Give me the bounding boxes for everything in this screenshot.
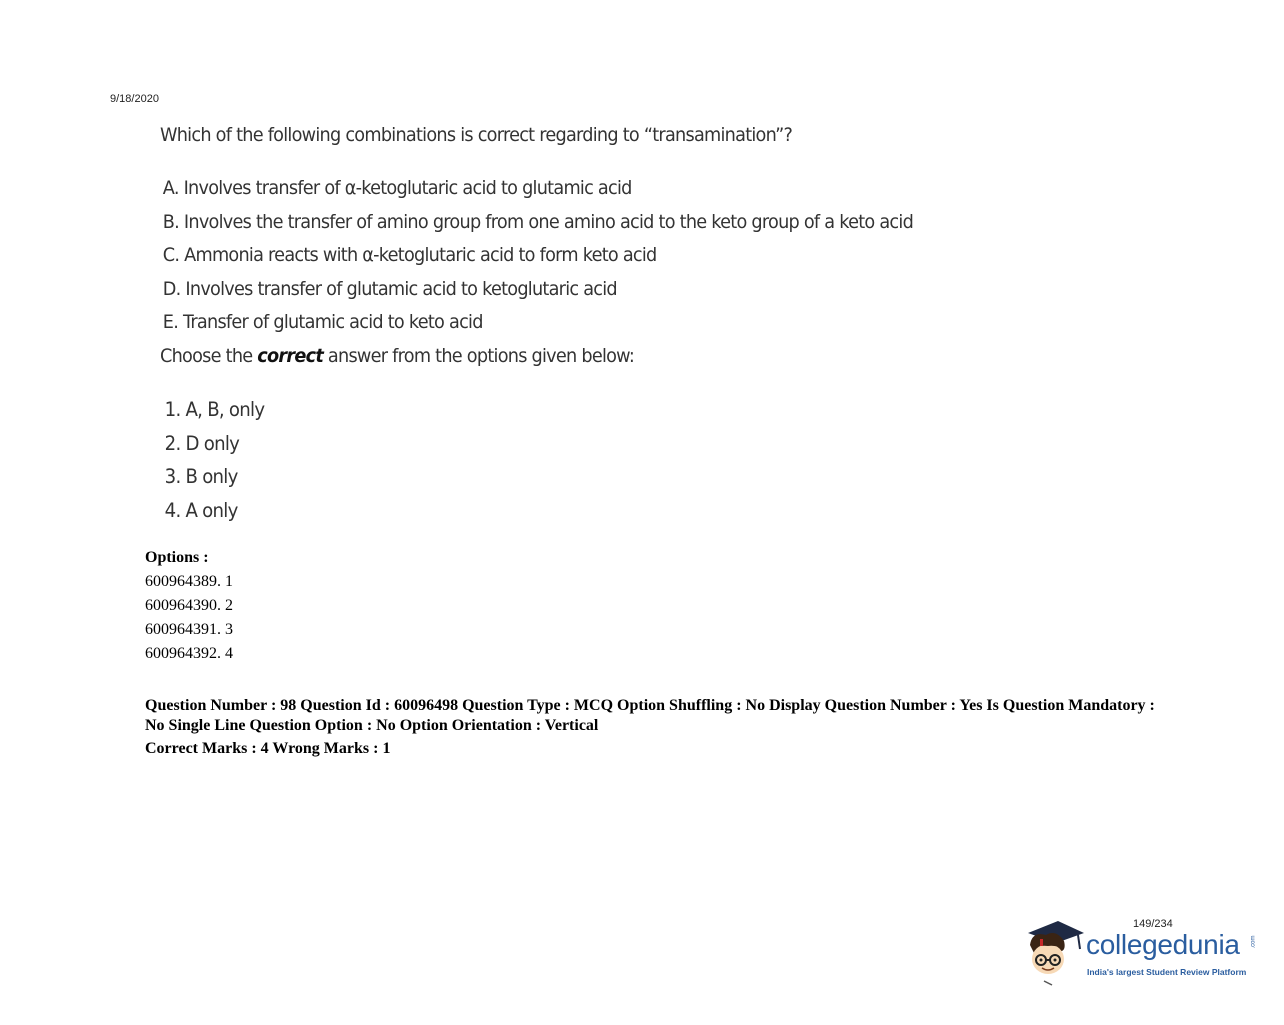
brand-com: .com <box>1250 935 1257 949</box>
question-image <box>160 118 914 527</box>
option-item: 600964391. 3 <box>145 621 233 638</box>
marks-line: Correct Marks : 4 Wrong Marks : 1 <box>145 740 391 757</box>
brand-tagline: India's largest Student Review Platform <box>1087 967 1247 977</box>
options-block <box>145 546 233 666</box>
question-text: Which of the following combinations is correct regarding to “transamination”? <box>160 124 793 146</box>
choose-prefix: Choose the <box>160 344 258 367</box>
options-title: Options : <box>145 549 209 566</box>
page-number: 149/234 <box>1133 918 1173 930</box>
answer-list <box>160 393 880 527</box>
page-date: 9/18/2020 <box>110 93 159 105</box>
answer-4: 4. A only <box>164 498 238 522</box>
statement-c: C. Ammonia reacts with α-ketoglutaric acid to form keto acid <box>162 244 657 266</box>
statement-b: B. Involves the transfer of amino group from one amino acid to the keto group of a keto acid <box>162 210 914 233</box>
choose-instruction <box>160 340 830 374</box>
question-meta <box>145 696 1155 759</box>
answer-1: 1. A, B, only <box>164 398 265 421</box>
meta-line: Question Number : 98 Question Id : 60096498 Question Type : MCQ Option Shuffling : No Display Question Number : Yes Is Question Mandatory : No Single Line Question Option : No Option Orientation : Vertical <box>145 697 1155 734</box>
choose-bold: correct <box>257 344 324 367</box>
answer-2: 2. D only <box>164 431 240 455</box>
brand-name: collegedunia <box>1086 929 1240 960</box>
choose-suffix: answer from the options given below: <box>323 344 635 367</box>
option-item: 600964392. 4 <box>145 645 233 662</box>
brand-logo <box>1022 915 1262 990</box>
statement-d: D. Involves transfer of glutamic acid to ketoglutaric acid <box>162 277 617 300</box>
option-item: 600964390. 2 <box>145 597 233 614</box>
statement-e: E. Transfer of glutamic acid to keto acid <box>162 311 483 333</box>
answer-3: 3. B only <box>164 465 238 488</box>
statement-a: A. Involves transfer of α-ketoglutaric acid to glutamic acid <box>162 177 632 199</box>
option-item: 600964389. 1 <box>145 573 233 590</box>
student-mascot-icon <box>1022 915 1088 990</box>
